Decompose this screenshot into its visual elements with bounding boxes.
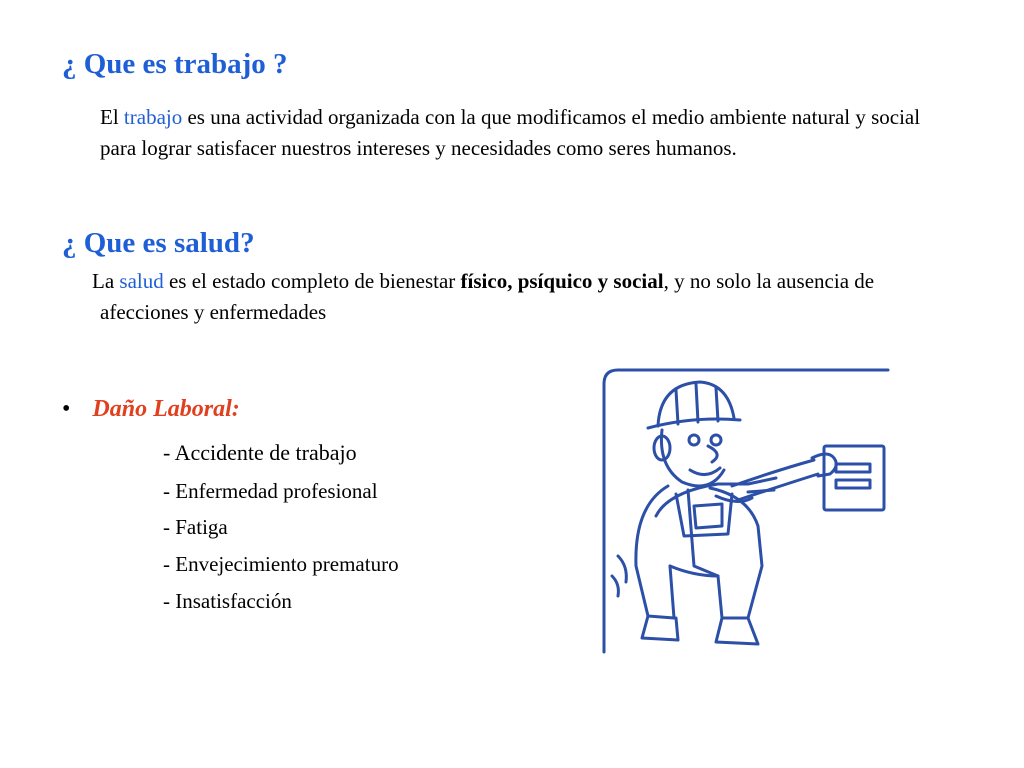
bullet-marker: •	[62, 396, 71, 422]
bullet-dano-laboral	[62, 396, 240, 423]
list-item: - Enfermedad profesional	[163, 479, 378, 503]
list-item: - Fatiga	[163, 515, 228, 539]
term-salud: salud	[119, 269, 164, 293]
list-item: - Envejecimiento prematuro	[163, 552, 399, 576]
worker-illustration-icon	[598, 366, 890, 654]
paragraph-trabajo	[100, 102, 960, 164]
paragraph-salud-end: , y no solo la ausencia de afecciones y enfermedades	[100, 269, 875, 324]
heading-que-es-trabajo: ¿ Que es trabajo ?	[62, 48, 288, 80]
paragraph-salud-start: La	[92, 269, 120, 293]
list-item: - Insatisfacción	[163, 589, 292, 613]
dano-laboral-title: Daño Laboral:	[92, 396, 240, 422]
term-trabajo: trabajo	[123, 105, 183, 129]
paragraph-salud-mid: es el estado completo de bienestar	[163, 269, 461, 293]
paragraph-salud-bold: físico, psíquico y social	[460, 269, 664, 293]
paragraph-trabajo-rest: es una actividad organizada con la que modificamos el medio ambiente natural y social para lograr satisfacer nuestros intereses y necesidades como seres humanos.	[100, 105, 921, 160]
list-item: - Accidente de trabajo	[163, 440, 357, 465]
heading-que-es-salud: ¿ Que es salud?	[62, 227, 255, 259]
paragraph-trabajo-start: El	[100, 105, 124, 129]
paragraph-salud	[92, 266, 950, 328]
